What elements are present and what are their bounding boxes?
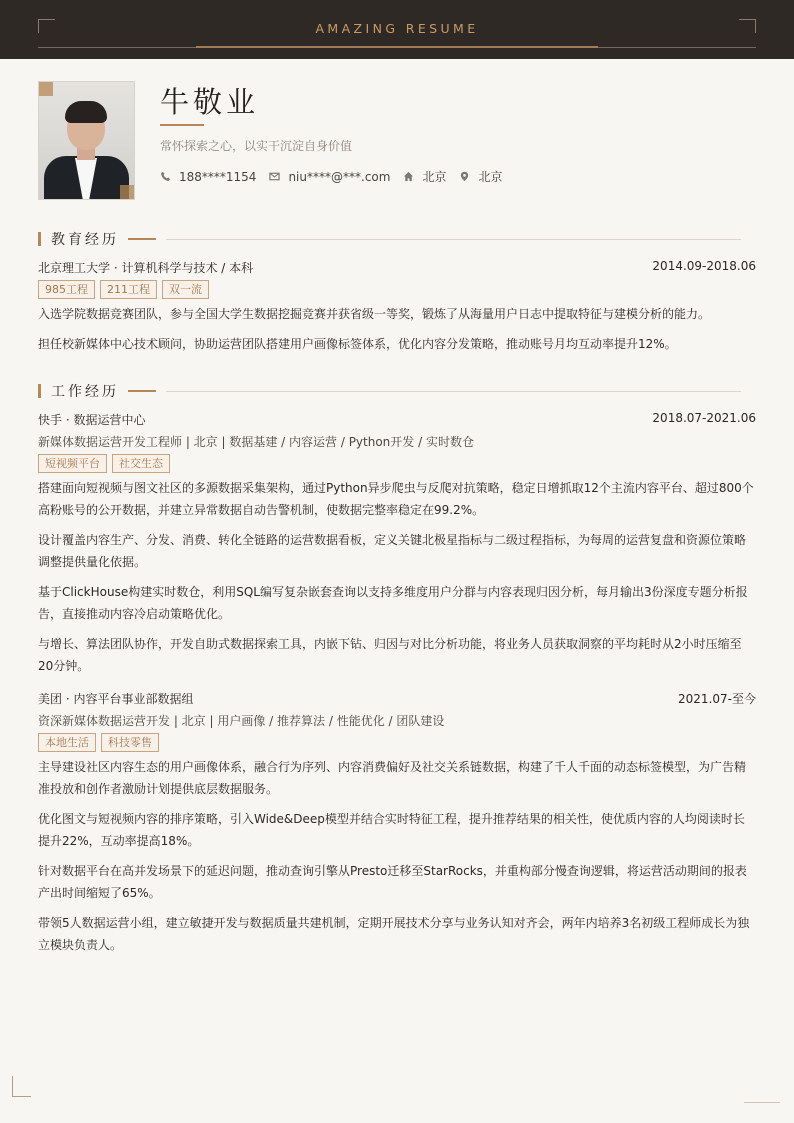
job-date: 2021.07-至今 (678, 692, 756, 706)
job-tags (38, 733, 164, 752)
job-paragraph: 带领5人数据运营小组，建立敏捷开发与数据质量共建机制，定期开展技术分享与业务认知对齐会，两年内培养3名初级工程师成长为独立模块负责人。 (38, 916, 750, 952)
name-underline (160, 124, 204, 126)
email-value: niu****@***.com (288, 169, 391, 184)
tag: 双一流 (162, 280, 209, 299)
job-company: 美团 · 内容平台事业部数据组 (38, 692, 194, 706)
job-header (38, 411, 756, 428)
home-icon (403, 171, 414, 182)
job-paragraph: 与增长、算法团队协作，开发自助式数据探索工具，内嵌下钻、归因与对比分析功能，将业务人员获取洞察的平均耗时从2小时压缩至20分钟。 (38, 637, 742, 673)
contact-row (160, 168, 515, 185)
job-paragraph: 主导建设社区内容生态的用户画像体系，融合行为序列、内容消费偏好及社交关系链数据，构建了千人千面的动态标签模型，为广告精准投放和创作者激励计划提供底层数据服务。 (38, 760, 747, 796)
profile-photo (38, 81, 135, 200)
photo-corner-accent-bottom (120, 185, 134, 199)
education-school: 北京理工大学 · 计算机科学与技术 / 本科 (38, 261, 254, 275)
tag: 科技零售 (101, 733, 159, 752)
job-role: 资深新媒体数据运营开发 | 北京 | 用户画像 / 推荐算法 / 性能优化 / 团队建设 (38, 714, 445, 728)
footer-corner-ornament (12, 1076, 31, 1097)
job-paragraph: 针对数据平台在高并发场景下的延迟问题，推动查询引擎从Presto迁移至StarRocks，并重构部分慢查询逻辑，将运营活动期间的报表产出时间缩短了65%。 (38, 864, 747, 900)
phone-value: 188****1154 (179, 169, 257, 184)
tag: 985工程 (38, 280, 95, 299)
section-work-title (38, 383, 741, 399)
header-bar (0, 0, 794, 59)
location-pin-icon (459, 171, 470, 182)
job-role: 新媒体数据运营开发工程师 | 北京 | 数据基建 / 内容运营 / Python开发 / 实时数仓 (38, 435, 474, 449)
education-tags (38, 280, 214, 299)
phone-icon (160, 171, 171, 182)
section-marker (38, 384, 41, 398)
job-header (38, 690, 756, 707)
tag: 211工程 (100, 280, 157, 299)
job-date: 2018.07-2021.06 (652, 411, 756, 425)
section-title-text: 教育经历 (51, 232, 119, 248)
brand-title: AMAZING RESUME (315, 21, 479, 36)
home-value: 北京 (422, 170, 447, 184)
education-date: 2014.09-2018.06 (652, 259, 756, 273)
contact-home (403, 168, 446, 185)
job-paragraph: 优化图文与短视频内容的排序策略，引入Wide&Deep模型并结合实时特征工程，提升推荐结果的相关性，使优质内容的人均阅读时长提升22%，互动率提高18%。 (38, 812, 745, 848)
education-header (38, 259, 756, 276)
tag: 短视频平台 (38, 454, 107, 473)
job-paragraph: 搭建面向短视频与图文社区的多源数据采集架构，通过Python异步爬虫与反爬对抗策略，稳定日增抓取12个主流内容平台、超过800个高粉账号的公开数据，并建立异常数据自动告警机制，使数据完整率稳定在99.2%。 (38, 481, 754, 517)
contact-email (269, 170, 390, 184)
job-paragraph: 基于ClickHouse构建实时数仓，利用SQL编写复杂嵌套查询以支持多维度用户分群与内容表现归因分析，每月输出3份深度专题分析报告，直接推动内容冷启动策略优化。 (38, 585, 748, 621)
education-paragraph: 担任校新媒体中心技术顾问，协助运营团队搭建用户画像标签体系，优化内容分发策略，推动账号月均互动率提升12%。 (38, 337, 677, 351)
photo-corner-accent (39, 82, 53, 96)
section-education-title (38, 231, 741, 247)
header-accent-line (196, 46, 598, 48)
tag: 本地生活 (38, 733, 96, 752)
section-divider (166, 391, 741, 392)
contact-location (459, 168, 502, 185)
candidate-name: 牛敬业 (160, 85, 260, 119)
contact-phone (160, 170, 256, 184)
job-paragraph: 设计覆盖内容生产、分发、消费、转化全链路的运营数据看板，定义关键北极星指标与二级过程指标，为每周的运营复盘和资源位策略调整提供量化依据。 (38, 533, 747, 569)
mail-icon (269, 171, 280, 182)
education-paragraph: 入选学院数据竞赛团队，参与全国大学生数据挖掘竞赛并获省级一等奖，锻炼了从海量用户日志中提取特征与建模分析的能力。 (38, 307, 711, 321)
section-title-text: 工作经历 (51, 384, 119, 400)
photo-hair (65, 101, 107, 123)
tag: 社交生态 (112, 454, 170, 473)
job-company: 快手 · 数据运营中心 (38, 413, 146, 427)
job-tags (38, 454, 175, 473)
section-accent-line (128, 390, 156, 392)
footer-line (744, 1102, 780, 1103)
location-value: 北京 (478, 170, 503, 184)
section-accent-line (128, 238, 156, 240)
section-divider (166, 239, 741, 240)
section-marker (38, 232, 41, 246)
tagline: 常怀探索之心，以实干沉淀自身价值 (160, 139, 353, 153)
